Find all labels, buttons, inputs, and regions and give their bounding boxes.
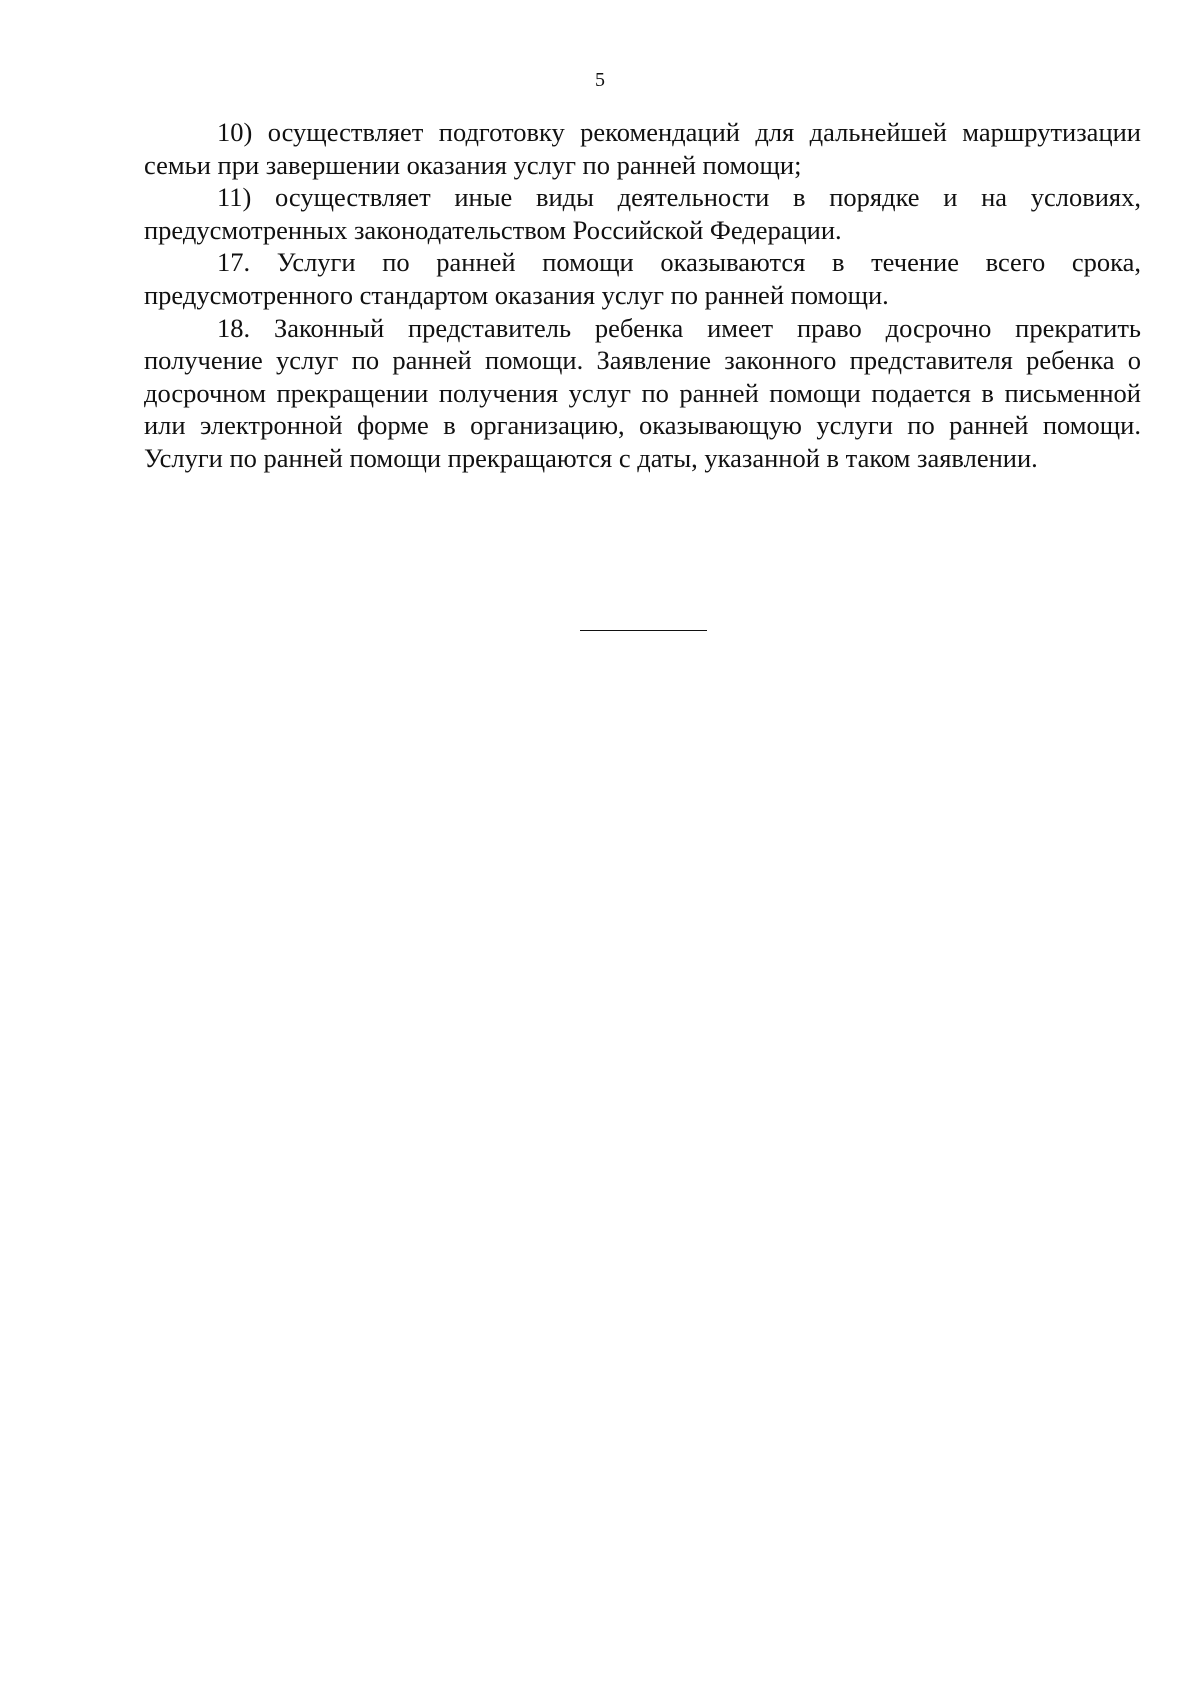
- closing-divider: [580, 630, 707, 631]
- page-number: 5: [595, 69, 605, 91]
- paragraph-clause-17: 17. Услуги по ранней помощи оказываются в течение всего срока, предусмотренного стандартом оказания услуг по ранней помощи.: [144, 247, 1141, 310]
- paragraph-item-10: 10) осуществляет подготовку рекомендаций для дальнейшей маршрутизации семьи при завершении оказания услуг по ранней помощи;: [144, 117, 1141, 180]
- document-body: [144, 116, 1141, 475]
- paragraph-clause-18: 18. Законный представитель ребенка имеет право досрочно прекратить получение услуг по ранней помощи. Заявление законного представителя ребенка о досрочном прекращении получения услуг по ранней помощи подается в письменной или электронной форме в организацию, оказывающую услуги по ранней помощи. Услуги по ранней помощи прекращаются с даты, указанной в таком заявлении.: [144, 312, 1141, 473]
- paragraph-item-11: 11) осуществляет иные виды деятельности в порядке и на условиях, предусмотренных законодательством Российской Федерации.: [144, 182, 1141, 245]
